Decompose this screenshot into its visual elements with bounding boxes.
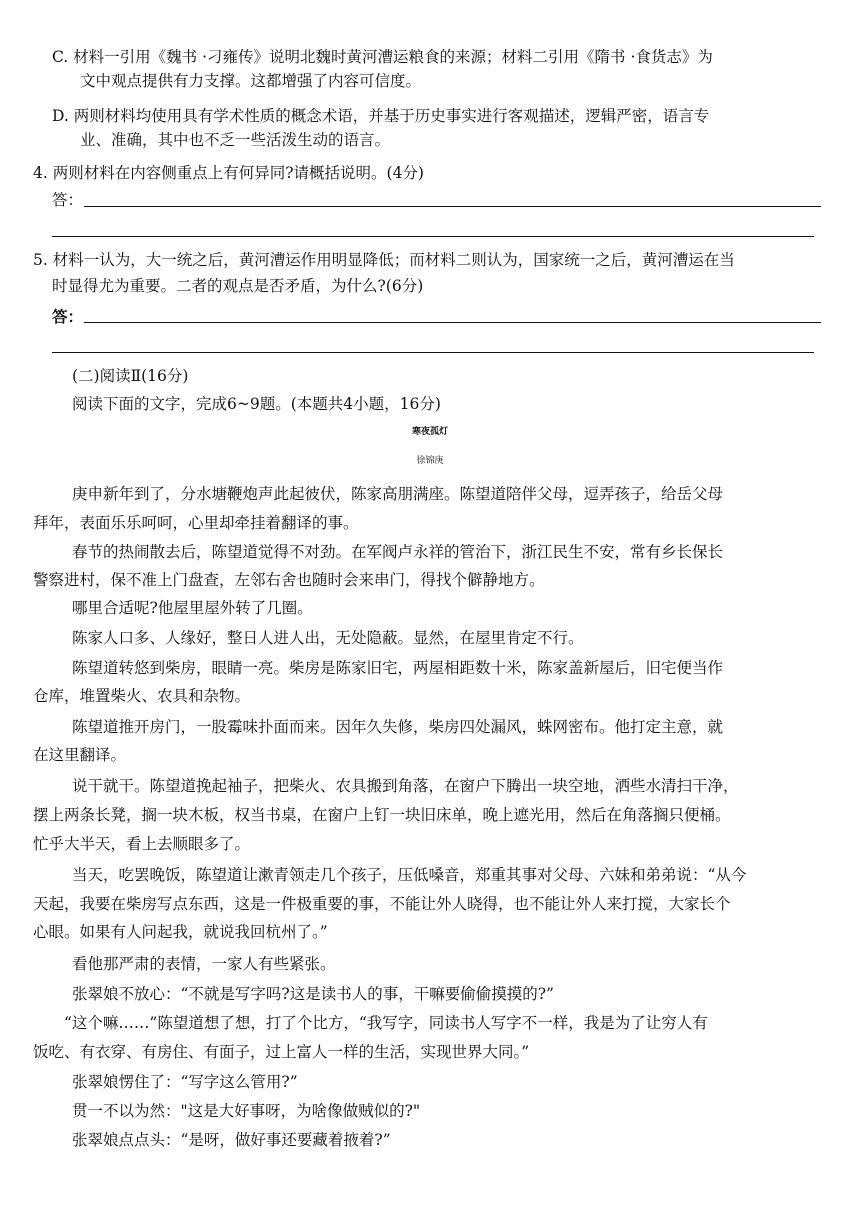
- article-title: 寒夜孤灯: [411, 427, 448, 437]
- article-line: 拜年，表面乐乐呵呵，心里却牵挂着翻译的事。: [33, 514, 359, 532]
- article-line: 天起，我要在柴房写点东西，这是一件极重要的事，不能让外人晓得，也不能让外人来打搅，大家长个: [33, 895, 731, 913]
- article-line: 忙乎大半天，看上去顺眼多了。: [33, 835, 251, 853]
- article-line: 说干就干。陈望道挽起袖子，把柴火、农具搬到角落，在窗户下腾出一块空地，洒些水清扫干净，: [72, 777, 739, 795]
- answer-line-5a[interactable]: [84, 322, 821, 323]
- article-line: 仓库，堆置柴火、农具和杂物。: [33, 687, 251, 705]
- article-author: 徐锦庚: [416, 456, 444, 466]
- article-line: 张翠娘不放心：“不就是写字吗?这是读书人的事，干嘛要偷偷摸摸的?”: [72, 985, 554, 1003]
- article-line: “这个嘛……”陈望道想了想，打了个比方，“我写字，同读书人写字不一样，我是为了让穷人有: [64, 1014, 708, 1032]
- section-heading: (二)阅读Ⅱ(16分): [72, 367, 189, 385]
- article-line: 陈望道推开房门，一股霉味扑面而来。因年久失修，柴房四处漏风，蛛网密布。他打定主意，就: [72, 718, 724, 736]
- article-line: 哪里合适呢?他屋里屋外转了几圈。: [72, 599, 313, 617]
- answer-label-5: 答：: [52, 307, 84, 326]
- option-d-line-2: 业、准确，其中也不乏一些活泼生动的语言。: [80, 131, 391, 149]
- article-line: 陈家人口多、人缘好，整日人进人出，无处隐蔽。显然，在屋里肯定不行。: [72, 629, 584, 647]
- article-line: 在这里翻译。: [33, 746, 127, 764]
- option-d-line-1: D. 两则材料均使用具有学术性质的概念术语，并基于历史事实进行客观描述，逻辑严密，语言专: [52, 107, 710, 125]
- article-line: 春节的热闹散去后，陈望道觉得不对劲。在军阀卢永祥的管治下，浙江民生不安，常有乡长保长: [72, 543, 724, 561]
- article-line: 饭吃、有衣穿、有房住、有面子，过上富人一样的生活，实现世界大同。”: [33, 1043, 530, 1061]
- question-5-line-2: 时显得尤为重要。二者的观点是否矛盾，为什么?(6分): [52, 277, 424, 295]
- article-line: 摆上两条长凳，搁一块木板，权当书桌，在窗户上钉一块旧床单，晚上遮光用，然后在角落搁只便桶。: [33, 806, 731, 824]
- article-line: 庚申新年到了，分水塘鞭炮声此起彼伏，陈家高朋满座。陈望道陪伴父母，逗弄孩子，给岳父母: [72, 485, 724, 503]
- article-line: 心眼。如果有人问起我，就说我回杭州了。”: [33, 923, 328, 941]
- answer-line-4a[interactable]: [84, 206, 821, 207]
- article-line: 当天，吃罢晚饭，陈望道让漱青领走几个孩子，压低嗓音，郑重其事对父母、六妹和弟弟说：“从今: [72, 866, 747, 884]
- section-instruction: 阅读下面的文字，完成6~9题。(本题共4小题，16分): [72, 395, 441, 413]
- question-4: 4. 两则材料在内容侧重点上有何异同?请概括说明。(4分): [33, 164, 424, 182]
- option-c-line-2: 文中观点提供有力支撑。这都增强了内容可信度。: [80, 72, 422, 90]
- answer-line-4b[interactable]: [52, 236, 814, 237]
- answer-label-4: 答：: [52, 191, 84, 209]
- article-line: 张翠娘点点头：“是呀，做好事还要藏着掖着?”: [72, 1131, 391, 1149]
- article-line: 张翠娘愣住了：“写字这么管用?”: [72, 1073, 298, 1091]
- answer-line-5b[interactable]: [52, 352, 814, 353]
- question-5-line-1: 5. 材料一认为，大一统之后，黄河漕运作用明显降低；而材料二则认为，国家统一之后，黄河漕运在当: [33, 251, 735, 269]
- article-line: 陈望道转悠到柴房，眼睛一亮。柴房是陈家旧宅，两屋相距数十米，陈家盖新屋后，旧宅便当作: [72, 659, 724, 677]
- article-line: 警察进村，保不准上门盘查，左邻右舍也随时会来串门，得找个僻静地方。: [33, 571, 545, 589]
- option-c-line-1: C. 材料一引用《魏书 ·刁雍传》说明北魏时黄河漕运粮食的来源；材料二引用《隋书 ·食货志》为: [52, 48, 713, 66]
- article-line: 贯一不以为然："这是大好事呀，为啥像做贼似的?": [72, 1102, 421, 1120]
- article-line: 看他那严肃的表情，一家人有些紧张。: [72, 955, 336, 973]
